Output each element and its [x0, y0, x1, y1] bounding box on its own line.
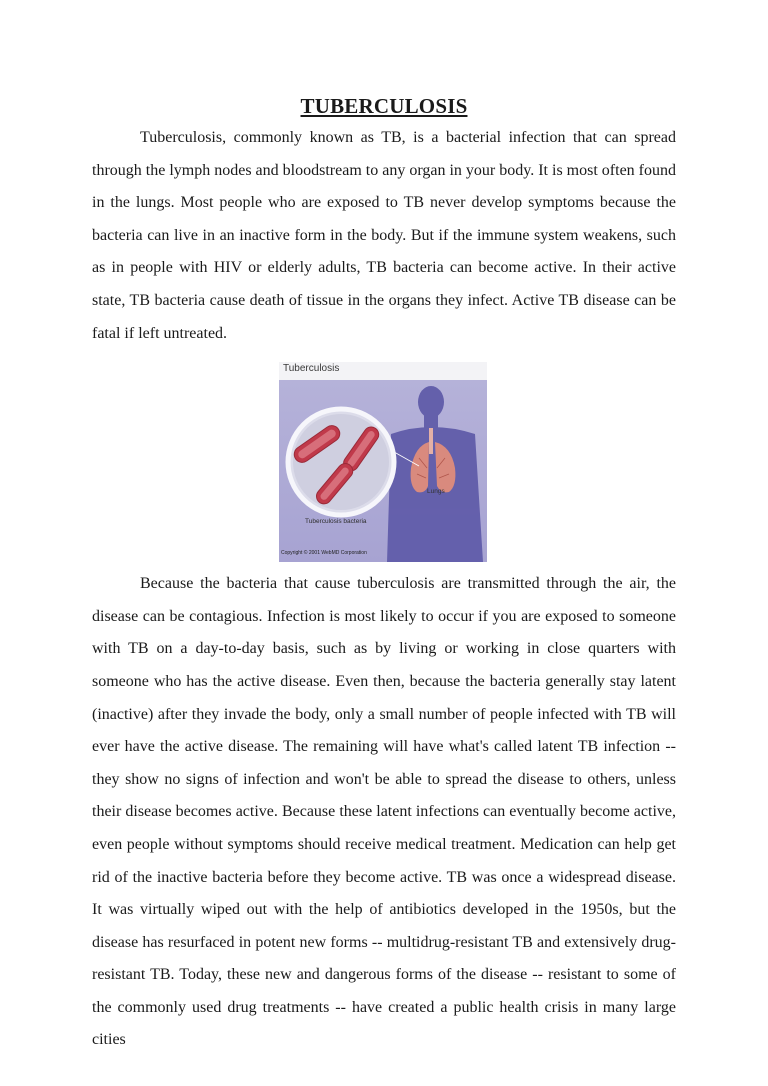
illustration-title: Tuberculosis [283, 363, 340, 375]
human-silhouette-icon [387, 386, 483, 562]
bacteria-label: Tuberculosis bacteria [305, 518, 367, 526]
document-title: TUBERCULOSIS [300, 94, 468, 118]
copyright-notice: Copyright © 2001 WebMD Corporation [281, 550, 367, 557]
paragraph-intro: Tuberculosis, commonly known as TB, is a bacterial infection that can spread through the lymph nodes and bloodstream to any organ in your body. It is most often found in the lungs. Most people who are exposed to TB never develop symptoms because the bacteria can live in an inactive form in the body. But if the immune system weakens, such as in people with HIV or elderly adults, TB bacteria can become active. In their active state, TB bacteria cause death of tissue in the organs they infect. Active TB disease can be fatal if left untreated. [92, 129, 676, 342]
lungs-label: Lungs [427, 488, 445, 496]
illustration-graphic [279, 362, 487, 562]
tuberculosis-illustration [279, 362, 487, 562]
magnified-bacteria-icon [288, 409, 394, 515]
document-page [92, 92, 676, 1057]
paragraph-transmission: Because the bacteria that cause tuberculosis are transmitted through the air, the disease can be contagious. Infection is most likely to occur if you are exposed to someone with TB on a day-to-day basis, such as by living or working in close quarters with someone who has the active disease. Even then, because the bacteria generally stay latent (inactive) after they invade the body, only a small number of people infected with TB will ever have the active disease. The remaining will have what's called latent TB infection -- they show no signs of infection and won't be able to spread the disease to others, unless their disease becomes active. Because these latent infections can eventually become active, even people without symptoms should receive medical treatment. Medication can help get rid of the inactive bacteria before they become active. TB was once a widespread disease. It was virtually wiped out with the help of antibiotics developed in the 1950s, but the disease has resurfaced in potent new forms -- multidrug-resistant TB and extensively drug-resistant TB. Today, these new and dangerous forms of the disease -- resistant to some of the commonly used drug treatments -- have created a public health crisis in many large cities [92, 575, 676, 1049]
